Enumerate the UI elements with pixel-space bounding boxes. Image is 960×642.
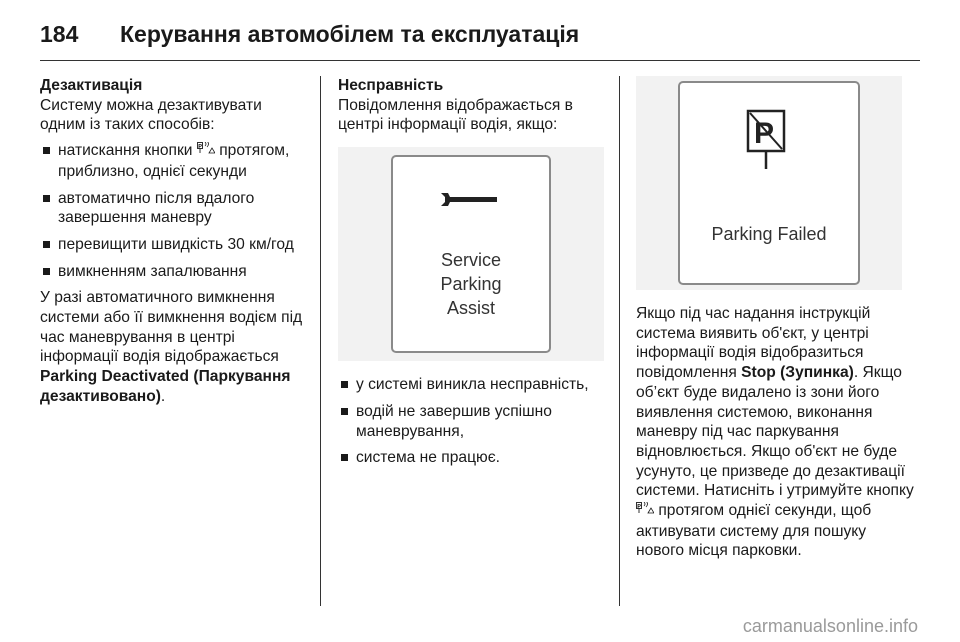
column-divider-2 <box>619 76 620 606</box>
park-assist-button-icon <box>636 502 654 522</box>
column-deactivation <box>40 76 308 407</box>
deactivation-intro: Систему можна дезактивувати одним із таких способів: <box>40 96 262 134</box>
header-divider <box>40 60 920 61</box>
paragraph-text: . Якщо об’єкт буде видалено із зони його виявлення системою, виконання маневру під час паркування відновлюється. Якщо об'єкт не буде усунуто, це призведе до дезактивації системи. Натисніть і утримуйте кнопку <box>636 364 914 500</box>
list-item: система не працює. <box>338 448 608 468</box>
column-fault <box>338 76 608 475</box>
wrench-icon <box>437 187 509 211</box>
display-text-parking-failed: Parking Failed <box>711 224 827 244</box>
list-item <box>40 141 308 181</box>
bullet-text: натискання кнопки <box>58 142 193 160</box>
section-heading-deactivation: Дезактивація <box>40 77 143 94</box>
paragraph-text: Якщо під час надання інструкцій система виявить об'єкт, у центрі інформації водія відобразиться повідомлення <box>636 305 871 382</box>
stop-message: Stop (Зупинка) <box>741 364 854 382</box>
deactivation-paragraph <box>40 288 308 406</box>
column-parking-failed <box>636 76 918 561</box>
paragraph-text: протягом однієї секунди, щоб активувати систему для пошуку нового місця парковки. <box>636 502 872 560</box>
page-number: 184 <box>40 20 79 47</box>
display-line-service: Service <box>440 250 502 271</box>
bullet-text: протягом, приблизно, однієї секунди <box>58 142 290 180</box>
fault-intro: Повідомлення відображається в центрі інформації водія, якщо: <box>338 96 573 134</box>
page-header <box>40 14 579 54</box>
paragraph-text: У разі автоматичного вимкнення системи або її вимкнення водієм під час маневрування в центрі інформації водія відображається <box>40 289 303 366</box>
service-display-figure <box>338 147 604 361</box>
parking-failed-figure <box>636 76 902 290</box>
list-item: перевищити швидкість 30 км/год <box>40 235 308 255</box>
park-assist-button-icon <box>197 142 215 162</box>
fault-list <box>338 375 608 468</box>
paragraph-end: . <box>160 387 166 405</box>
list-item: автоматично після вдалого завершення маневру <box>40 189 308 228</box>
deactivation-list <box>40 141 308 281</box>
driver-info-display <box>391 155 551 353</box>
list-item: у системі виникла несправність, <box>338 375 608 395</box>
svg-text:P: P <box>198 143 201 150</box>
column-divider-1 <box>320 76 321 606</box>
driver-info-display <box>678 81 860 285</box>
parking-deactivated-message: Parking Deactivated (Паркування дезактивовано) <box>40 368 291 405</box>
list-item: вимкненням запалювання <box>40 262 308 282</box>
svg-text:P: P <box>754 117 775 150</box>
parking-failed-paragraph <box>636 304 918 561</box>
list-item: водій не завершив успішно маневрування, <box>338 402 608 441</box>
display-line-assist: Assist <box>446 298 495 319</box>
svg-text:P: P <box>637 503 640 510</box>
page-title: Керування автомобілем та експлуатація <box>120 20 580 47</box>
display-line-parking: Parking <box>440 274 502 295</box>
watermark: carmanualsonline.info <box>742 616 918 636</box>
parking-failed-icon <box>740 103 796 173</box>
section-heading-fault: Несправність <box>338 77 444 94</box>
